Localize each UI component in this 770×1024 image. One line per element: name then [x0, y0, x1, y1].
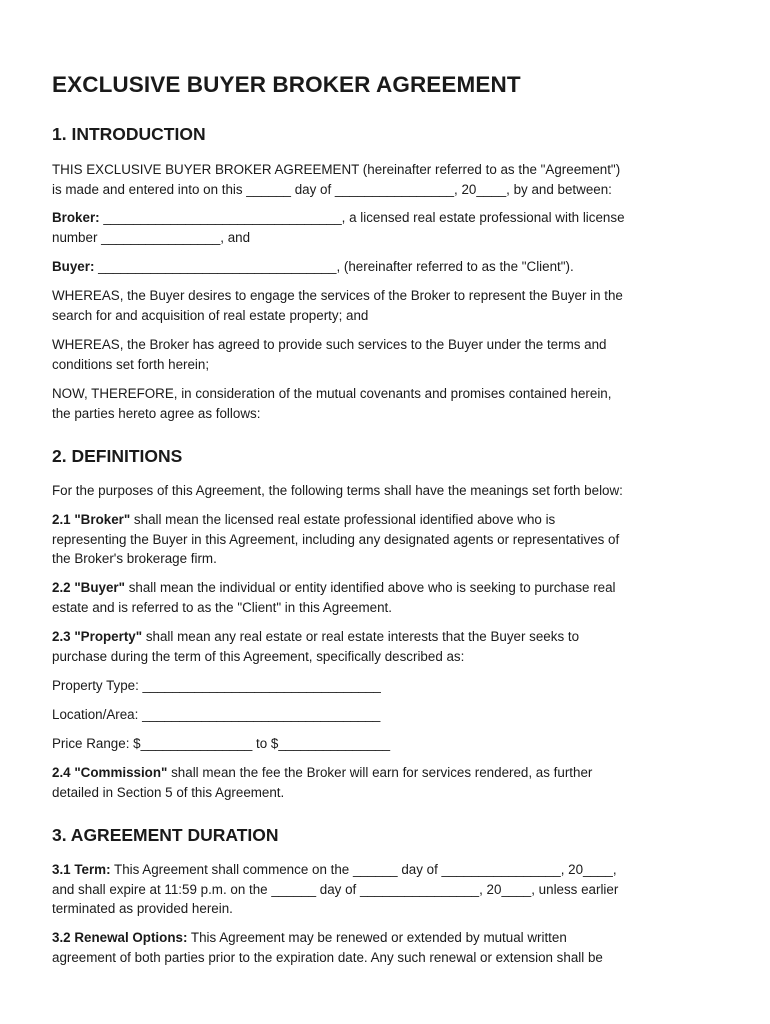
broker-line: ________________________________, a licensed real estate professional with license [99, 210, 625, 225]
now-therefore-line: the parties hereto agree as follows: [52, 405, 261, 421]
clause-line: terminated as provided herein. [52, 901, 233, 917]
definition-commission [52, 763, 720, 802]
clause-renewal-options [52, 928, 720, 967]
definition-label: 2.4 "Commission" [52, 765, 168, 780]
intro-paragraph-line: THIS EXCLUSIVE BUYER BROKER AGREEMENT (hereinafter referred to as the "Agreement") [52, 162, 621, 177]
buyer-paragraph [52, 257, 720, 277]
now-therefore-line: NOW, THEREFORE, in consideration of the mutual covenants and promises contained herein, [52, 386, 612, 401]
definition-broker [52, 510, 720, 569]
whereas-line: conditions set forth herein; [52, 356, 210, 372]
clause-line: agreement of both parties prior to the expiration date. Any such renewal or extension shall be [52, 949, 603, 965]
clause-term [52, 860, 720, 919]
definition-label: 2.3 "Property" [52, 629, 143, 644]
intro-paragraph [52, 160, 720, 199]
clause-line: and shall expire at 11:59 p.m. on the ______ day of ________________, 20____, unless earlier [52, 881, 619, 897]
clause-line: This Agreement shall commence on the ______ day of ________________, 20____, [110, 862, 617, 877]
definition-label: 2.2 "Buyer" [52, 580, 125, 595]
clause-label: 3.1 Term: [52, 862, 111, 877]
broker-paragraph [52, 208, 720, 247]
whereas-line: WHEREAS, the Broker has agreed to provide such services to the Buyer under the terms and [52, 337, 607, 352]
broker-label: Broker: [52, 210, 100, 225]
whereas-paragraph-1 [52, 286, 720, 325]
definition-line: detailed in Section 5 of this Agreement. [52, 784, 285, 800]
definition-buyer [52, 578, 720, 617]
property-type-field: Property Type: ________________________________ [52, 678, 381, 693]
broker-line: number ________________, and [52, 229, 251, 245]
whereas-line: WHEREAS, the Buyer desires to engage the services of the Broker to represent the Buyer in the [52, 288, 623, 303]
clause-line: This Agreement may be renewed or extended by mutual written [187, 930, 567, 945]
definition-line: the Broker's brokerage firm. [52, 551, 217, 567]
definition-line: shall mean any real estate or real estate interests that the Buyer seeks to [142, 629, 580, 644]
buyer-label: Buyer: [52, 259, 95, 274]
definition-line: shall mean the individual or entity identified above who is seeking to purchase real [125, 580, 616, 595]
now-therefore-paragraph [52, 384, 720, 423]
section-duration-heading: 3. AGREEMENT DURATION [52, 825, 279, 845]
whereas-line: search for and acquisition of real estate property; and [52, 307, 369, 323]
definition-line: shall mean the licensed real estate professional identified above who is [130, 512, 556, 527]
price-range-field: Price Range: $_______________ to $_______________ [52, 736, 391, 751]
definition-property [52, 627, 720, 666]
definition-line: shall mean the fee the Broker will earn for services rendered, as further [167, 765, 593, 780]
definition-line: estate and is referred to as the "Client" in this Agreement. [52, 599, 392, 615]
definition-line: purchase during the term of this Agreement, specifically described as: [52, 648, 465, 664]
buyer-line: ________________________________, (hereinafter referred to as the "Client"). [94, 259, 574, 274]
intro-paragraph-line: is made and entered into on this ______ day of ________________, 20____, by and between: [52, 181, 612, 197]
definition-label: 2.1 "Broker" [52, 512, 131, 527]
clause-label: 3.2 Renewal Options: [52, 930, 188, 945]
document-title: EXCLUSIVE BUYER BROKER AGREEMENT [52, 72, 521, 97]
definitions-intro: For the purposes of this Agreement, the following terms shall have the meanings set forth below: [52, 483, 623, 498]
whereas-paragraph-2 [52, 335, 720, 374]
section-introduction-heading: 1. INTRODUCTION [52, 124, 206, 144]
section-definitions-heading: 2. DEFINITIONS [52, 446, 183, 466]
definition-line: representing the Buyer in this Agreement, including any designated agents or representatives of [52, 531, 620, 547]
location-area-field: Location/Area: ________________________________ [52, 707, 381, 722]
